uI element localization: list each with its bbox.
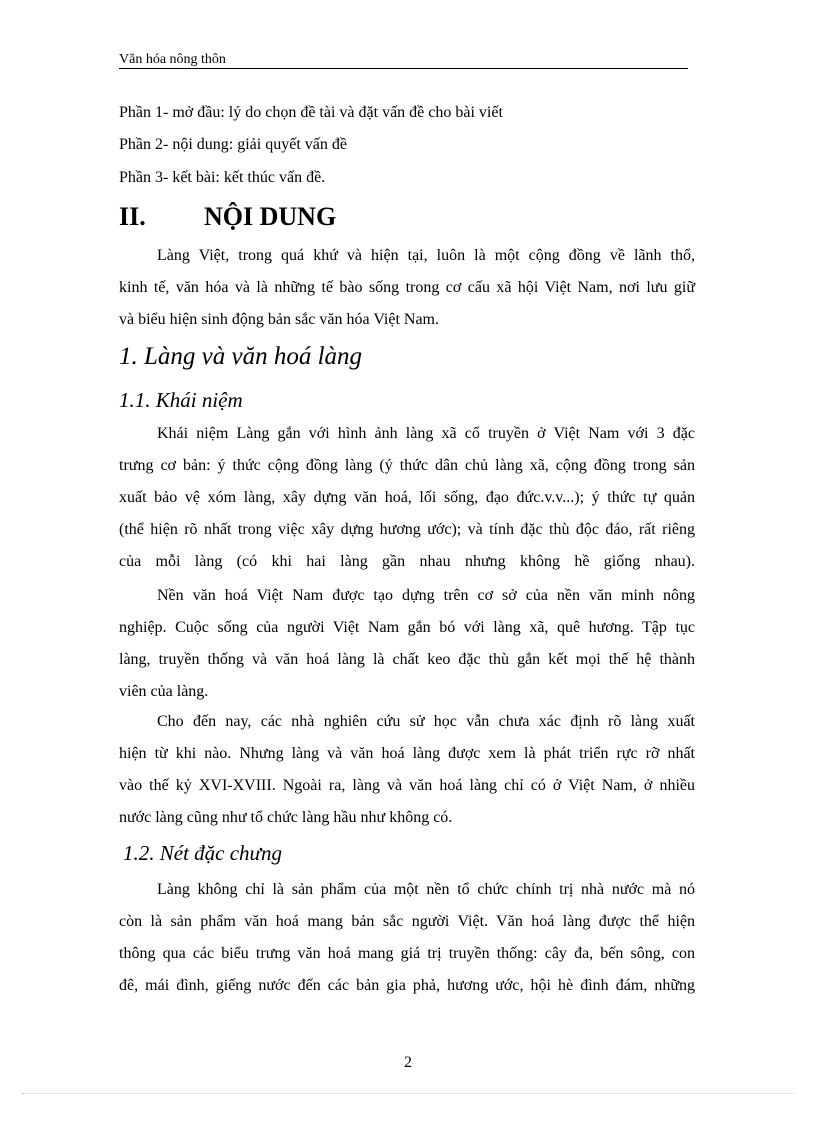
heading-1: 1. Làng và văn hoá làng <box>119 343 363 370</box>
heading-1-2: 1.2. Nét đặc chưng <box>123 841 283 865</box>
text-line: viên của làng. <box>119 683 209 700</box>
text-line: trưng cơ bản: ý thức cộng đồng làng (ý thức dân chủ làng xã, cộng đồng trong sản <box>119 457 695 474</box>
text-line: thông qua các biểu trưng văn hoá mang giá trị truyền thống: cây đa, bến sông, con <box>119 945 695 962</box>
running-header: Văn hóa nông thôn <box>119 52 688 69</box>
section-number: II. <box>119 202 146 231</box>
text-line: nước làng cũng như tổ chức làng hầu như không có. <box>119 809 453 826</box>
text-line: Làng Việt, trong quá khứ và hiện tại, luôn là một cộng đồng về lãnh thổ, <box>157 247 695 264</box>
text-line: và biểu hiện sinh động bản sắc văn hóa Việt Nam. <box>119 311 439 328</box>
outline-part-2: Phần 2- nội dung: giải quyết vấn đề <box>119 136 347 153</box>
page-number: 2 <box>404 1054 412 1071</box>
text-line: Nền văn hoá Việt Nam được tạo dựng trên cơ sở của nền văn minh nông <box>157 587 695 604</box>
text-line: kinh tế, văn hóa và là những tế bào sống trong cơ cấu xã hội Việt Nam, nơi lưu giữ <box>119 279 695 296</box>
paragraph-culture <box>119 580 695 708</box>
text-line: xuất bảo vệ xóm làng, xây dựng văn hoá, lối sống, đạo đức.v.v...); ý thức tự quản <box>119 489 695 506</box>
text-line: hiện từ khi nào. Nhưng làng và văn hoá làng được xem là phát triển rực rỡ nhất <box>119 745 695 762</box>
text-line: nghiệp. Cuộc sống của người Việt Nam gắn bó với làng xã, quê hương. Tập tục <box>119 619 695 636</box>
text-line: (thể hiện rõ nhất trong việc xây dựng hương ước); và tính đặc thù độc đáo, rất riêng <box>119 521 695 538</box>
outline-part-3: Phần 3- kết bài: kết thúc vấn đề. <box>119 169 326 186</box>
outline-part-1: Phần 1- mở đầu: lý do chọn đề tài và đặt vấn đề cho bài viết <box>119 104 503 121</box>
page-break-divider <box>22 1093 794 1094</box>
text-line: của mỗi làng (có khi hai làng gần nhau nhưng không hề giống nhau). <box>119 553 695 570</box>
text-line: đê, mái đình, giếng nước đến các bản gia phả, hương ước, hội hè đình đám, những <box>119 977 695 994</box>
text-line: Làng không chỉ là sản phẩm của một nền tổ chức chính trị nhà nước mà nó <box>157 881 695 898</box>
text-line: Cho đến nay, các nhà nghiên cứu sử học vẫn chưa xác định rõ làng xuất <box>157 713 695 730</box>
text-line: vào thế kỷ XVI-XVIII. Ngoài ra, làng và văn hoá làng chỉ có ở Việt Nam, ở nhiều <box>119 777 695 794</box>
heading-1-1: 1.1. Khái niệm <box>119 388 243 412</box>
text-line: Khái niệm Làng gắn với hình ảnh làng xã cổ truyền ở Việt Nam với 3 đặc <box>157 425 695 442</box>
section-title: NỘI DUNG <box>204 202 337 231</box>
paragraph-history <box>119 706 695 834</box>
paragraph-characteristics <box>119 874 695 1002</box>
text-line: còn là sản phẩm văn hoá mang bản sắc người Việt. Văn hoá làng được thể hiện <box>119 913 695 930</box>
text-line: làng, truyền thống và văn hoá làng là chất keo đặc thù gắn kết mọi thế hệ thành <box>119 651 695 668</box>
intro-paragraph <box>119 240 695 336</box>
paragraph-concept <box>119 418 695 578</box>
